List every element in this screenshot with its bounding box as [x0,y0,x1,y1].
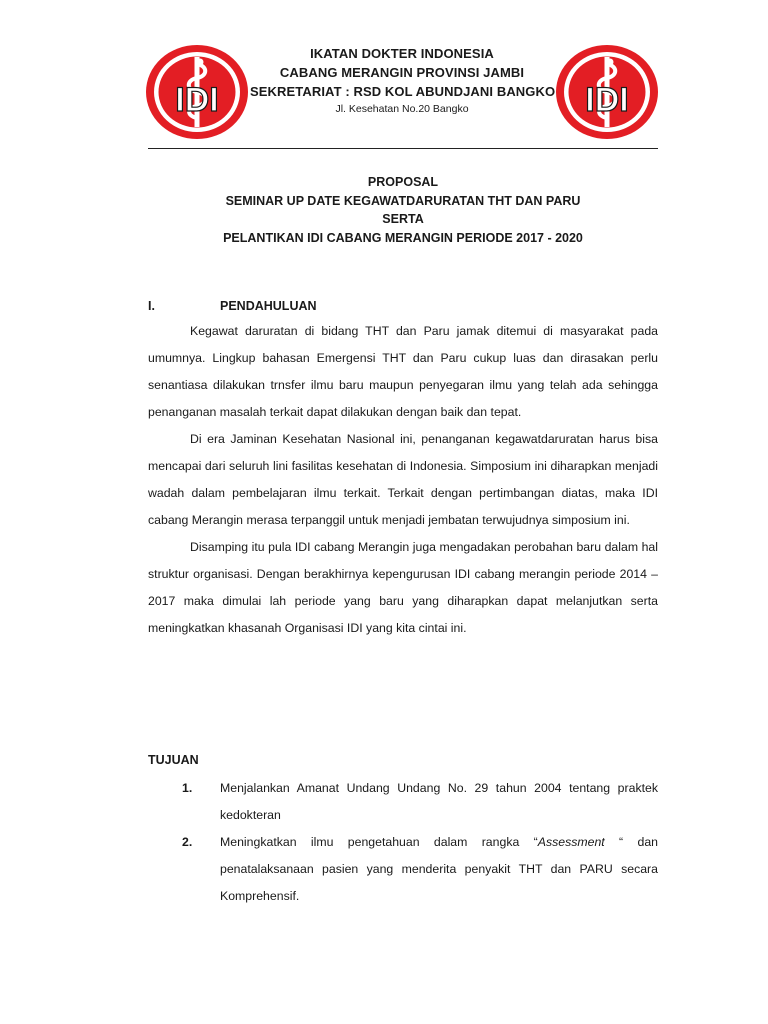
org-branch: CABANG MERANGIN PROVINSI JAMBI [279,65,525,80]
logo-text: IDI [585,81,629,119]
logo-text: IDI [175,81,219,119]
title-line-4: PELANTIKAN IDI CABANG MERANGIN PERIODE 2017 - 2020 [223,230,583,245]
document-title [148,173,658,247]
org-address: Jl. Kesehatan No.20 Bangko [335,103,469,115]
tujuan-list [148,775,658,910]
idi-emblem-icon [145,44,249,140]
idi-logo-right [555,44,659,140]
letterhead [250,44,554,118]
tujuan-heading: TUJUAN [148,753,199,767]
list-item-text: Menjalankan Amanat Undang Undang No. 29 tahun 2004 tentang praktek kedokteran [220,781,658,822]
paragraph-1: Kegawat daruratan di bidang THT dan Paru jamak ditemui di masyarakat pada umumnya. Lingkup bahasan Emergensi THT dan Paru cukup luas dan dirasakan perlu senantiasa dilakukan trnsfer ilmu baru maupun penyegaran ilmu yang telah ada sehingga penanganan masalah terkait dapat dilakukan dengan baik dan tepat. [148,324,658,419]
idi-emblem-icon [555,44,659,140]
org-name: IKATAN DOKTER INDONESIA [310,46,494,61]
list-item [148,829,658,910]
list-item [148,775,658,829]
section-body [148,318,658,642]
list-item-number: 2. [182,835,193,849]
section-number: I. [148,299,155,313]
section-heading: PENDAHULUAN [220,299,317,313]
paragraph-2: Di era Jaminan Kesehatan Nasional ini, penanganan kegawatdaruratan harus bisa mencapai dari seluruh lini fasilitas kesehatan di Indonesia. Simposium ini diharapkan menjadi wadah dalam pembelajaran ilmu terkait. Terkait dengan pertimbangan diatas, maka IDI cabang Merangin merasa terpanggil untuk menjadi jembatan terwujudnya simposium ini. [148,432,658,527]
list-item-text-post: “ dan penatalaksanaan pasien yang menderita penyakit THT dan PARU secara Komprehensif. [220,835,659,903]
list-item-emphasis: Assessment [537,835,605,849]
idi-logo-left [145,44,249,140]
header-divider [148,148,658,149]
paragraph-3: Disamping itu pula IDI cabang Merangin juga mengadakan perobahan baru dalam hal struktur organisasi. Dengan berakhirnya kepengurusan IDI cabang merangin periode 2014 – 2017 maka dimulai lah periode yang baru yang diharapkan dapat melanjutkan serta meningkatkan khasanah Organisasi IDI yang kita cintai ini. [148,540,658,635]
list-item-number: 1. [182,781,193,795]
title-line-1: PROPOSAL [367,175,439,189]
list-item-text-pre: Meningkatkan ilmu pengetahuan dalam rangka “ [220,835,538,849]
org-secretariat: SEKRETARIAT : RSD KOL ABUNDJANI BANGKO [250,84,556,99]
title-line-3: SERTA [382,212,424,226]
title-line-2: SEMINAR UP DATE KEGAWATDARURATAN THT DAN PARU [225,193,581,208]
